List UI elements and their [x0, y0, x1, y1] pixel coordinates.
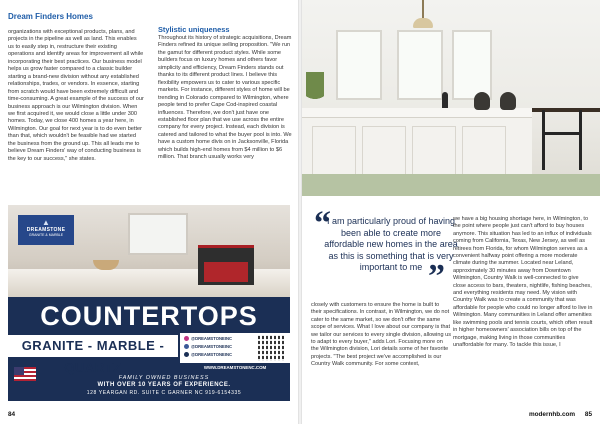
- section-title: Dream Finders Homes: [8, 12, 93, 21]
- left-page: [0, 0, 298, 424]
- pendant-light: [422, 0, 424, 20]
- ad-tagline: FAMILY OWNED BUSINESS: [118, 375, 210, 381]
- ad-oven: [204, 262, 248, 282]
- ad-address: 128 YEARGAN RD. SUITE C GARNER NC 919-6154335: [86, 390, 242, 396]
- plant: [306, 72, 324, 110]
- window: [397, 30, 443, 100]
- mountain-icon: ▲: [42, 218, 50, 227]
- window: [336, 30, 382, 100]
- dreamstone-logo: [18, 215, 74, 245]
- dreamstone-advertisement: [8, 205, 290, 401]
- article-column-3: closely with customers to ensure the home is built to their specifications. In contrast, in Wilmington, we do not cater to the same market, so we don't offer the same scope of services. What I love about our company is that we tailor our services to every single division, allowing us to adapt to every buyer," adds Lori. Focusing more on the Wilmington division, Lori details some of her favorite projects. "The best project we've accomplished is our Country Walk community. For some context,: [311, 302, 451, 368]
- ad-website: WWW.DREAMSTONENC.COM: [203, 365, 267, 370]
- faucet: [442, 92, 448, 108]
- qr-code: [258, 335, 286, 361]
- close-quote-icon: ”: [428, 258, 445, 295]
- article-column-4: we have a big housing shortage here, in Wilmington, to the point where people just can't afford to buy houses anymore. This situation has led to an influx of individuals coming from California, Texas, New Jersey, as well as retirees from Florida, for whom Wilmington serves as a convenient halfway point offering a more moderate climate during the summer. Located near Leland, approximately 30 minutes away from Downtown Wilmington, Country Walk is well-connected to give close access to bars, theaters, nightlife, fishing beaches, and everything residents may need. My vision with Country Walk was to create a community that was affordable for people who could no longer afford to live in Wilmington. Many communities in Leland offer amenities like swimming pools and tennis courts, which often result in higher homeowners' association bills on top of the mortgage, making living in those communities unaffordable for many. To tackle this issue, I: [453, 216, 593, 348]
- page-number-right: 85: [584, 411, 592, 418]
- open-quote-icon: “: [314, 205, 331, 242]
- email-handle: @DREAMSTONEINC: [184, 352, 232, 358]
- kitchen-photo: [302, 0, 600, 196]
- logo-brand: DREAMSTONE: [26, 227, 66, 233]
- facebook-handle: @DREAMSTONEINC: [184, 344, 232, 350]
- article-column-1: organizations with exceptional products, plans, and projects in the pipeline as well as land. This enables us to easily step in, restructure their existing operations and identify areas for improvement all while incorporating their best practices. Our business model helps us grow faster compared to a classic builder starting a brand-new division without any established relationships, trades, or vendors. In essence, starting from scratch would have been extremely difficult and time-consuming. A great example of the success of our business approach is our Wilmington division. When we first acquired it, we would close a little under 300 homes. Today, we close 400 homes a year here, in Wilmington. Our goal for next year is to do even better than that, which wouldn't be feasible had we started the business from the ground up. This all leads me to believe Dream Finders' way of conducting business is the key to our success," she states.: [8, 29, 144, 162]
- window: [452, 30, 492, 100]
- right-page: [302, 0, 600, 424]
- us-flag-icon: [14, 367, 36, 381]
- article-column-2: [158, 25, 294, 162]
- logo-subtitle: GRANITE & MARBLE: [28, 233, 64, 237]
- dining-chair: [542, 110, 582, 170]
- ad-materials: GRANITE - MARBLE - QUARTZ: [8, 335, 178, 357]
- subheading: Stylistic uniqueness: [158, 25, 230, 34]
- instagram-handle: @DREAMSTONEINC: [184, 336, 232, 342]
- instagram-icon: [184, 336, 189, 341]
- site-url: modernhb.com: [528, 411, 576, 418]
- facebook-icon: [184, 344, 189, 349]
- article-column-2-text: Throughout its history of strategic acquisitions, Dream Finders refined its unique selling proposition. "We run the gamut for different product styles. While some builders focus on luxury homes and others favor simplicity and efficiency, Dream Finders stands out thanks to its different product lines. I believe this flexibility empowers us to cater to various specific markets. For instance, different styles of home will be trending in Colorado compared to Wilmington, where people tend to prefer Cape Cod-inspired coastal influences. Therefore, we don't just have one established floor plan that we use across the entire company for every project. Instead, each division is catered and tailored to what the buyer pool is into. We have a custom home divis on in Jacksonville, Florida which builds high-end homes from $4 million to $6 million. That branch usually works very: [158, 35, 292, 161]
- vase: [500, 92, 516, 110]
- mail-icon: [184, 352, 189, 357]
- ad-range-stove: [198, 245, 254, 285]
- left-footer: [8, 411, 15, 418]
- outdoor-greenery: [302, 174, 600, 196]
- ad-window: [128, 213, 188, 255]
- ad-social-box: [180, 333, 290, 363]
- vase: [474, 92, 490, 110]
- right-footer: [529, 411, 592, 418]
- ad-experience: WITH OVER 10 YEARS OF EXPERIENCE.: [97, 382, 231, 388]
- pull-quote: I am particularly proud of having been able to create more affordable new homes in the area as this is something that is very important to me: [324, 216, 458, 273]
- ad-title: COUNTERTOPS: [40, 301, 258, 331]
- page-number-left: 84: [8, 411, 16, 418]
- kitchen-island-top: [302, 108, 532, 118]
